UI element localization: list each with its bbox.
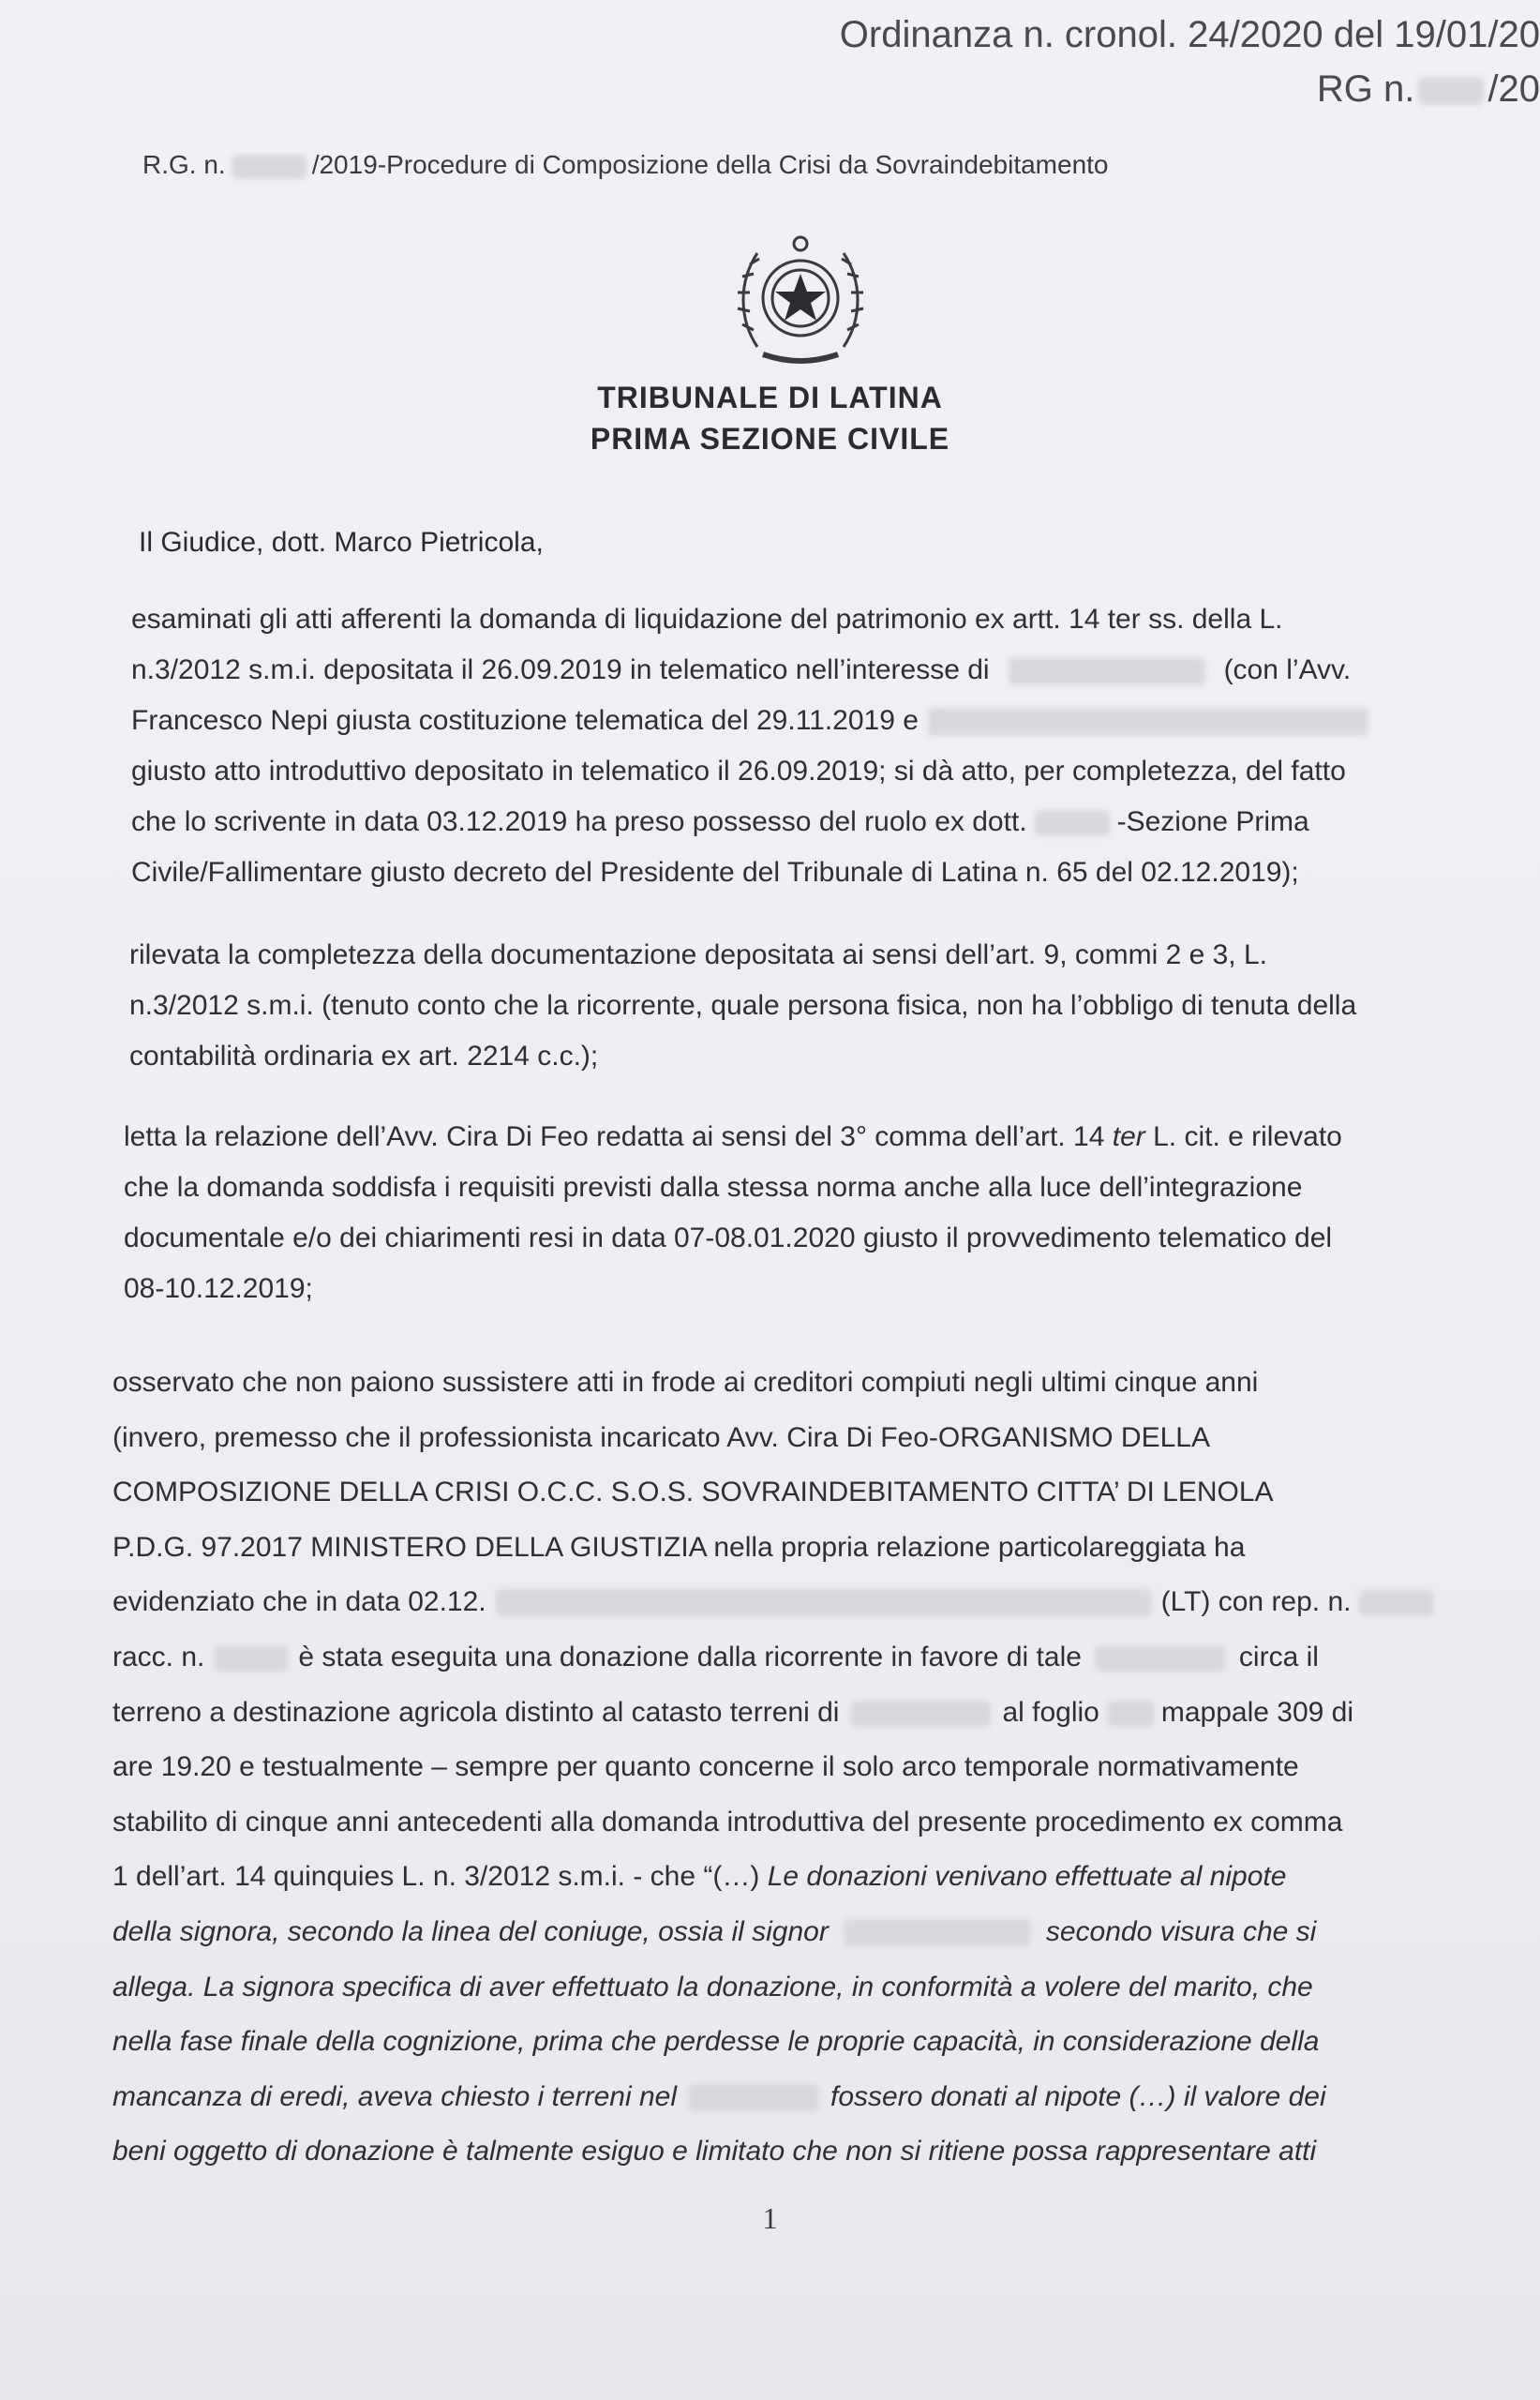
redacted-mark xyxy=(232,155,307,179)
redacted-mark xyxy=(1359,1590,1434,1616)
paragraph-letta: letta la relazione dell’Avv. Cira Di Feo redatta ai sensi del 3° comma dell’art. 14 ter L. cit. e rilevato che la domanda soddisfa i requisiti previsti dalla stessa norma anche alla luce dell’integrazione documentale e/o dei chiarimenti resi in data 07-08.01.2020 giusto il provvedimento telematico del 08-10.12.2019; xyxy=(124,1121,1342,1304)
redacted-mark xyxy=(1095,1645,1226,1672)
paragraph-esaminati: esaminati gli atti afferenti la domanda di liquidazione del patrimonio ex artt. 14 ter ss. della L. n.3/2012 s.m.i. depositata il 26.09.2019 in telematico nell’interesse di (con l’Avv. Francesco Nepi giusta costituzione telematica del 29.11.2019 e giusto atto introduttivo depositato in telematico il 26.09.2019; si dà atto, per completezza, del fatto che lo scrivente in data 03.12.2019 ha preso possesso del ruolo ex dott. -Sezione Prima Civile/Fallimentare giusto decreto del Presidente del Tribunale di Latina n. 65 del 02.12.2019); xyxy=(131,594,1490,898)
rg-header: RG n. /20 xyxy=(1316,68,1540,110)
ordinanza-header xyxy=(603,8,1540,116)
court-section: PRIMA SEZIONE CIVILE xyxy=(590,422,950,456)
rg-procedure-line: R.G. n. /2019-Procedure di Composizione della Crisi da Sovraindebitamento xyxy=(142,150,1109,179)
redacted-mark xyxy=(844,1919,1031,1947)
redacted-mark xyxy=(214,1645,289,1672)
ordinanza-number: Ordinanza n. cronol. 24/2020 del 19/01/20 xyxy=(839,14,1540,55)
court-name: TRIBUNALE DI LATINA xyxy=(597,381,943,414)
page-number: 1 xyxy=(762,2201,778,2235)
paragraph-rilevata: rilevata la completezza della documentazione depositata ai sensi dell’art. 9, commi 2 e 3, L. n.3/2012 s.m.i. (tenuto conto che la ricorrente, quale persona fisica, non ha l’obbligo di tenuta della contabilità ordinaria ex art. 2214 c.c.); xyxy=(129,939,1357,1072)
redacted-mark xyxy=(1418,77,1484,105)
redacted-mark xyxy=(688,2084,819,2112)
redacted-mark xyxy=(1107,1701,1154,1727)
redacted-mark xyxy=(928,708,1368,736)
redacted-mark xyxy=(1035,810,1110,836)
court-heading xyxy=(0,377,1540,459)
paragraph-osservato: osservato che non paiono sussistere atti in frode ai creditori compiuti negli ultimi cinque anni (invero, premesso che il professionista incaricato Avv. Cira Di Feo-ORGANISMO DELLA COMPOSIZIONE DELLA CRISI O.C.C. S.O.S. SOVRAINDEBITAMENTO CITTA’ DI LENOLA P.D.G. 97.2017 MINISTERO DELLA GIUSTIZIA nella propria relazione particolareggiata ha evidenziato che in data 02.12. (LT) con rep. n. racc. n. è stata eseguita una donazione dalla ricorrente in favore di tale circa il terreno a destinazione agricola distinto al catasto terreni di al foglio mappale 309 di are 19.20 e testualmente – sempre per quanto concerne il solo arco temporale normativamente stabilito di cinque anni antecedenti alla domanda introduttiva del presente procedimento ex comma 1 dell’art. 14 quinquies L. n. 3/2012 s.m.i. - che “(…) Le donazioni venivano effettuate al nipote della signora, secondo la linea del coniuge, ossia il signor secondo visura che si allega. La signora specifica di aver effettuato la donazione, in conformità a volere del marito, che nella fase finale della cognizione, prima che perdesse le proprie capacità, in considerazione della mancanza di eredi, aveva chiesto i terreni nel fossero donati al nipote (…) il valore dei beni oggetto di donazione è talmente esiguo e limitato che non si ritiene possa rappresentare atti xyxy=(112,1356,1537,2180)
redacted-mark xyxy=(850,1701,991,1727)
italian-republic-emblem xyxy=(729,225,872,375)
redacted-mark xyxy=(496,1589,1152,1617)
redacted-mark xyxy=(1009,657,1205,685)
judge-line: Il Giudice, dott. Marco Pietricola, xyxy=(139,527,544,558)
